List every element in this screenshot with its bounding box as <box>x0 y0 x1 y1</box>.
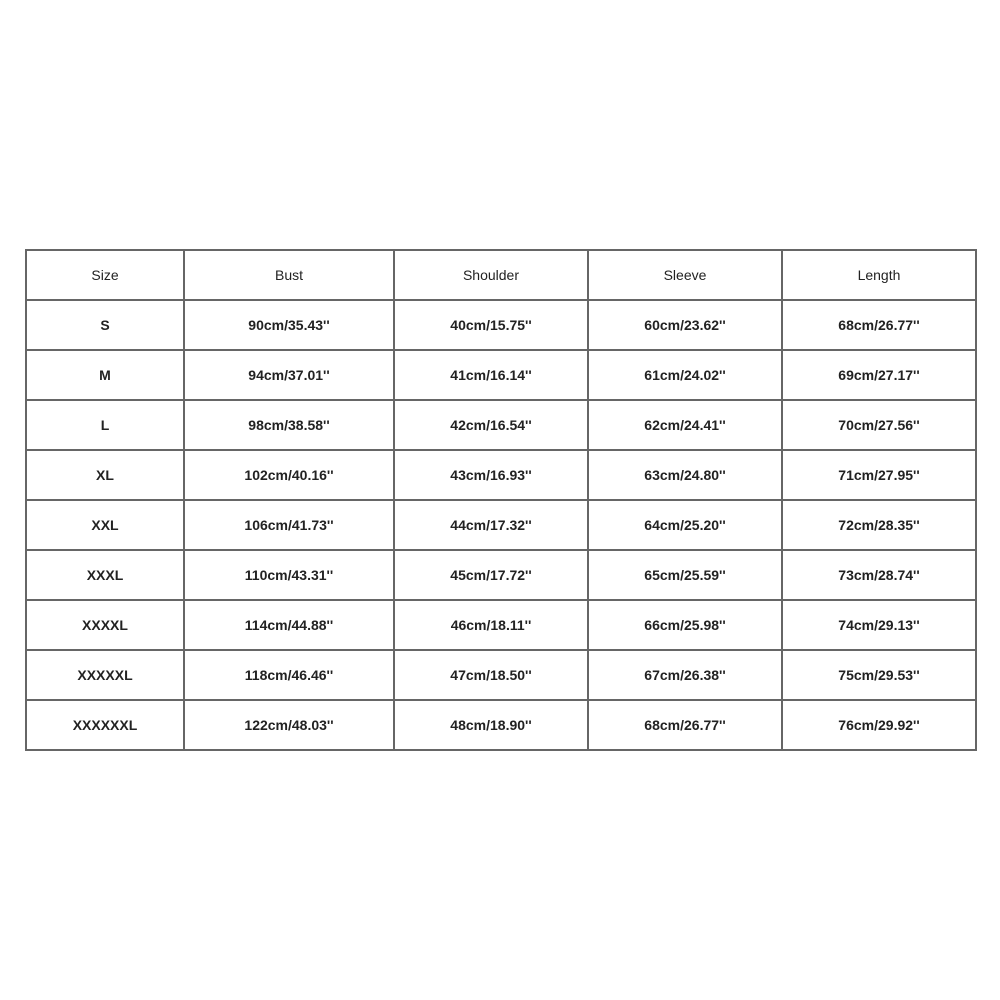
cell-sleeve: 62cm/24.41'' <box>588 400 782 450</box>
cell-size: S <box>26 300 184 350</box>
table-row <box>26 550 976 600</box>
header-row <box>26 250 976 300</box>
header-length: Length <box>782 250 976 300</box>
header-size: Size <box>26 250 184 300</box>
cell-shoulder: 46cm/18.11'' <box>394 600 588 650</box>
cell-shoulder: 40cm/15.75'' <box>394 300 588 350</box>
table-row <box>26 650 976 700</box>
cell-sleeve: 65cm/25.59'' <box>588 550 782 600</box>
cell-shoulder: 41cm/16.14'' <box>394 350 588 400</box>
cell-shoulder: 47cm/18.50'' <box>394 650 588 700</box>
cell-bust: 114cm/44.88'' <box>184 600 394 650</box>
cell-sleeve: 68cm/26.77'' <box>588 700 782 750</box>
table-row <box>26 450 976 500</box>
cell-size: L <box>26 400 184 450</box>
cell-bust: 98cm/38.58'' <box>184 400 394 450</box>
cell-length: 72cm/28.35'' <box>782 500 976 550</box>
cell-length: 68cm/26.77'' <box>782 300 976 350</box>
cell-shoulder: 45cm/17.72'' <box>394 550 588 600</box>
table-header <box>26 250 976 300</box>
cell-size: M <box>26 350 184 400</box>
header-shoulder: Shoulder <box>394 250 588 300</box>
cell-size: XXXXL <box>26 600 184 650</box>
cell-sleeve: 60cm/23.62'' <box>588 300 782 350</box>
cell-length: 69cm/27.17'' <box>782 350 976 400</box>
table-row <box>26 300 976 350</box>
cell-bust: 94cm/37.01'' <box>184 350 394 400</box>
cell-shoulder: 44cm/17.32'' <box>394 500 588 550</box>
cell-sleeve: 64cm/25.20'' <box>588 500 782 550</box>
cell-sleeve: 67cm/26.38'' <box>588 650 782 700</box>
cell-length: 71cm/27.95'' <box>782 450 976 500</box>
cell-size: XXXL <box>26 550 184 600</box>
cell-shoulder: 48cm/18.90'' <box>394 700 588 750</box>
cell-bust: 102cm/40.16'' <box>184 450 394 500</box>
cell-bust: 106cm/41.73'' <box>184 500 394 550</box>
cell-bust: 122cm/48.03'' <box>184 700 394 750</box>
table-row <box>26 400 976 450</box>
cell-sleeve: 66cm/25.98'' <box>588 600 782 650</box>
table-row <box>26 600 976 650</box>
cell-bust: 110cm/43.31'' <box>184 550 394 600</box>
cell-length: 75cm/29.53'' <box>782 650 976 700</box>
cell-bust: 118cm/46.46'' <box>184 650 394 700</box>
table-row <box>26 700 976 750</box>
cell-sleeve: 63cm/24.80'' <box>588 450 782 500</box>
table-row <box>26 500 976 550</box>
cell-size: XXXXXL <box>26 650 184 700</box>
cell-length: 70cm/27.56'' <box>782 400 976 450</box>
size-chart-table <box>25 249 977 751</box>
cell-size: XXXXXXL <box>26 700 184 750</box>
header-sleeve: Sleeve <box>588 250 782 300</box>
cell-size: XXL <box>26 500 184 550</box>
cell-length: 74cm/29.13'' <box>782 600 976 650</box>
table-row <box>26 350 976 400</box>
cell-length: 73cm/28.74'' <box>782 550 976 600</box>
cell-bust: 90cm/35.43'' <box>184 300 394 350</box>
cell-length: 76cm/29.92'' <box>782 700 976 750</box>
cell-shoulder: 43cm/16.93'' <box>394 450 588 500</box>
cell-size: XL <box>26 450 184 500</box>
table-body <box>26 300 976 750</box>
header-bust: Bust <box>184 250 394 300</box>
cell-shoulder: 42cm/16.54'' <box>394 400 588 450</box>
cell-sleeve: 61cm/24.02'' <box>588 350 782 400</box>
